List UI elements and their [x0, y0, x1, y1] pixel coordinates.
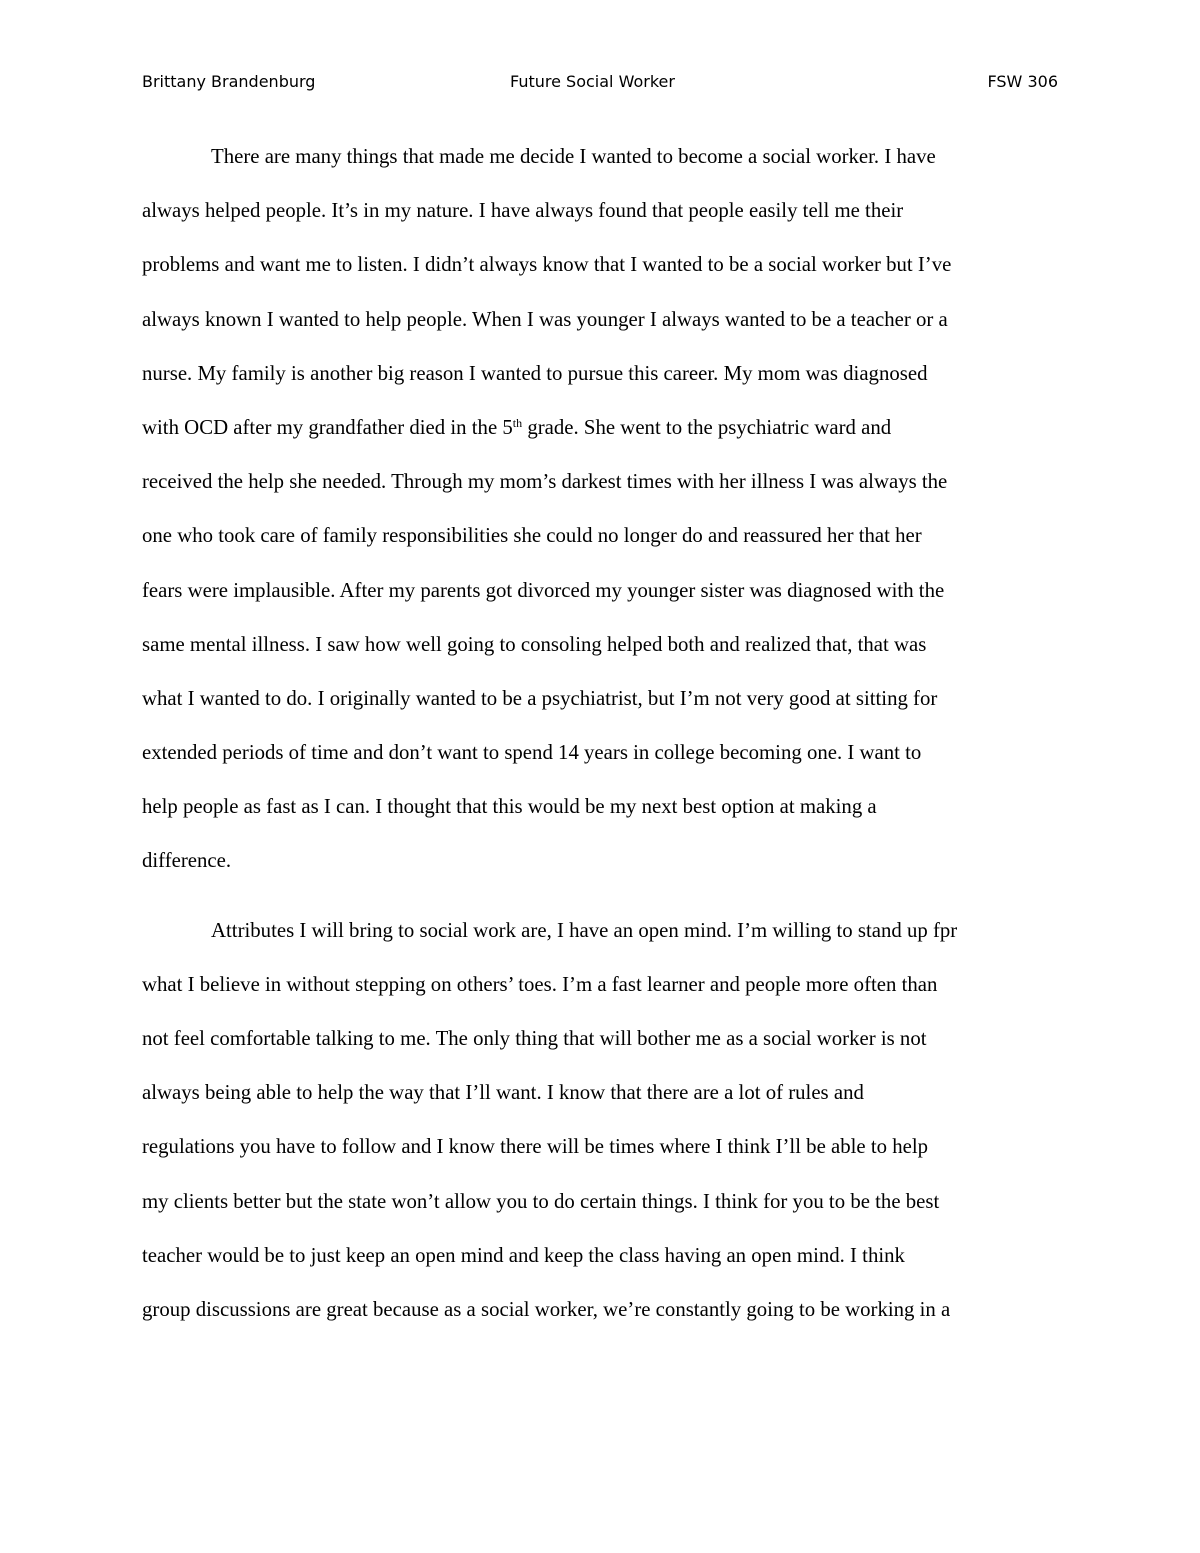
text-line: what I wanted to do. I originally wanted to be a psychiatrist, but I’m not very good at sitting for	[142, 686, 938, 710]
text-line: what I believe in without stepping on others’ toes. I’m a fast learner and people more often than	[142, 972, 938, 996]
text-line: always being able to help the way that I’ll want. I know that there are a lot of rules and	[142, 1081, 864, 1105]
header-title: Future Social Worker	[510, 72, 675, 91]
text-line: problems and want me to listen. I didn’t always know that I wanted to be a social worker but I’ve	[142, 253, 952, 277]
text-line: my clients better but the state won’t allow you to do certain things. I think for you to be the best	[142, 1189, 940, 1213]
text-line: extended periods of time and don’t want to spend 14 years in college becoming one. I want to	[142, 741, 922, 765]
text-fragment: with OCD after my grandfather died in the 5	[142, 415, 513, 439]
paragraph-2	[142, 904, 1058, 1338]
text-line: Attributes I will bring to social work are, I have an open mind. I’m willing to stand up fpr	[211, 918, 958, 942]
text-line: group discussions are great because as a social worker, we’re constantly going to be working in a	[142, 1297, 951, 1321]
text-line: not feel comfortable talking to me. The only thing that will bother me as a social worker is not	[142, 1027, 927, 1050]
text-line: There are many things that made me decide I wanted to become a social worker. I have	[211, 145, 936, 168]
text-line: fears were implausible. After my parents got divorced my younger sister was diagnosed with the	[142, 578, 945, 602]
text-line: same mental illness. I saw how well going to consoling helped both and realized that, that was	[142, 632, 927, 656]
text-line: nurse. My family is another big reason I wanted to pursue this career. My mom was diagnosed	[142, 361, 928, 385]
paragraph-1	[142, 130, 1058, 889]
text-line	[142, 401, 1058, 455]
text-line: help people as fast as I can. I thought that this would be my next best option at making a	[142, 795, 877, 819]
text-fragment: grade. She went to the psychiatric ward and	[522, 415, 892, 439]
header-author: Brittany Brandenburg	[142, 72, 316, 91]
text-line: always helped people. It’s in my nature. I have always found that people easily tell me their	[142, 199, 904, 223]
text-line: received the help she needed. Through my mom’s darkest times with her illness I was always the	[142, 470, 948, 494]
text-line: difference.	[142, 849, 232, 873]
text-line: regulations you have to follow and I know there will be times where I think I’ll be able to help	[142, 1135, 929, 1159]
document-body	[142, 130, 1058, 1337]
text-line: one who took care of family responsibilities she could no longer do and reassured her that her	[142, 524, 922, 548]
text-line: teacher would be to just keep an open mind and keep the class having an open mind. I think	[142, 1243, 905, 1267]
page-header	[142, 72, 1058, 102]
text-line: always known I wanted to help people. When I was younger I always wanted to be a teacher or a	[142, 307, 948, 331]
header-course: FSW 306	[987, 72, 1058, 91]
superscript: th	[512, 415, 523, 430]
